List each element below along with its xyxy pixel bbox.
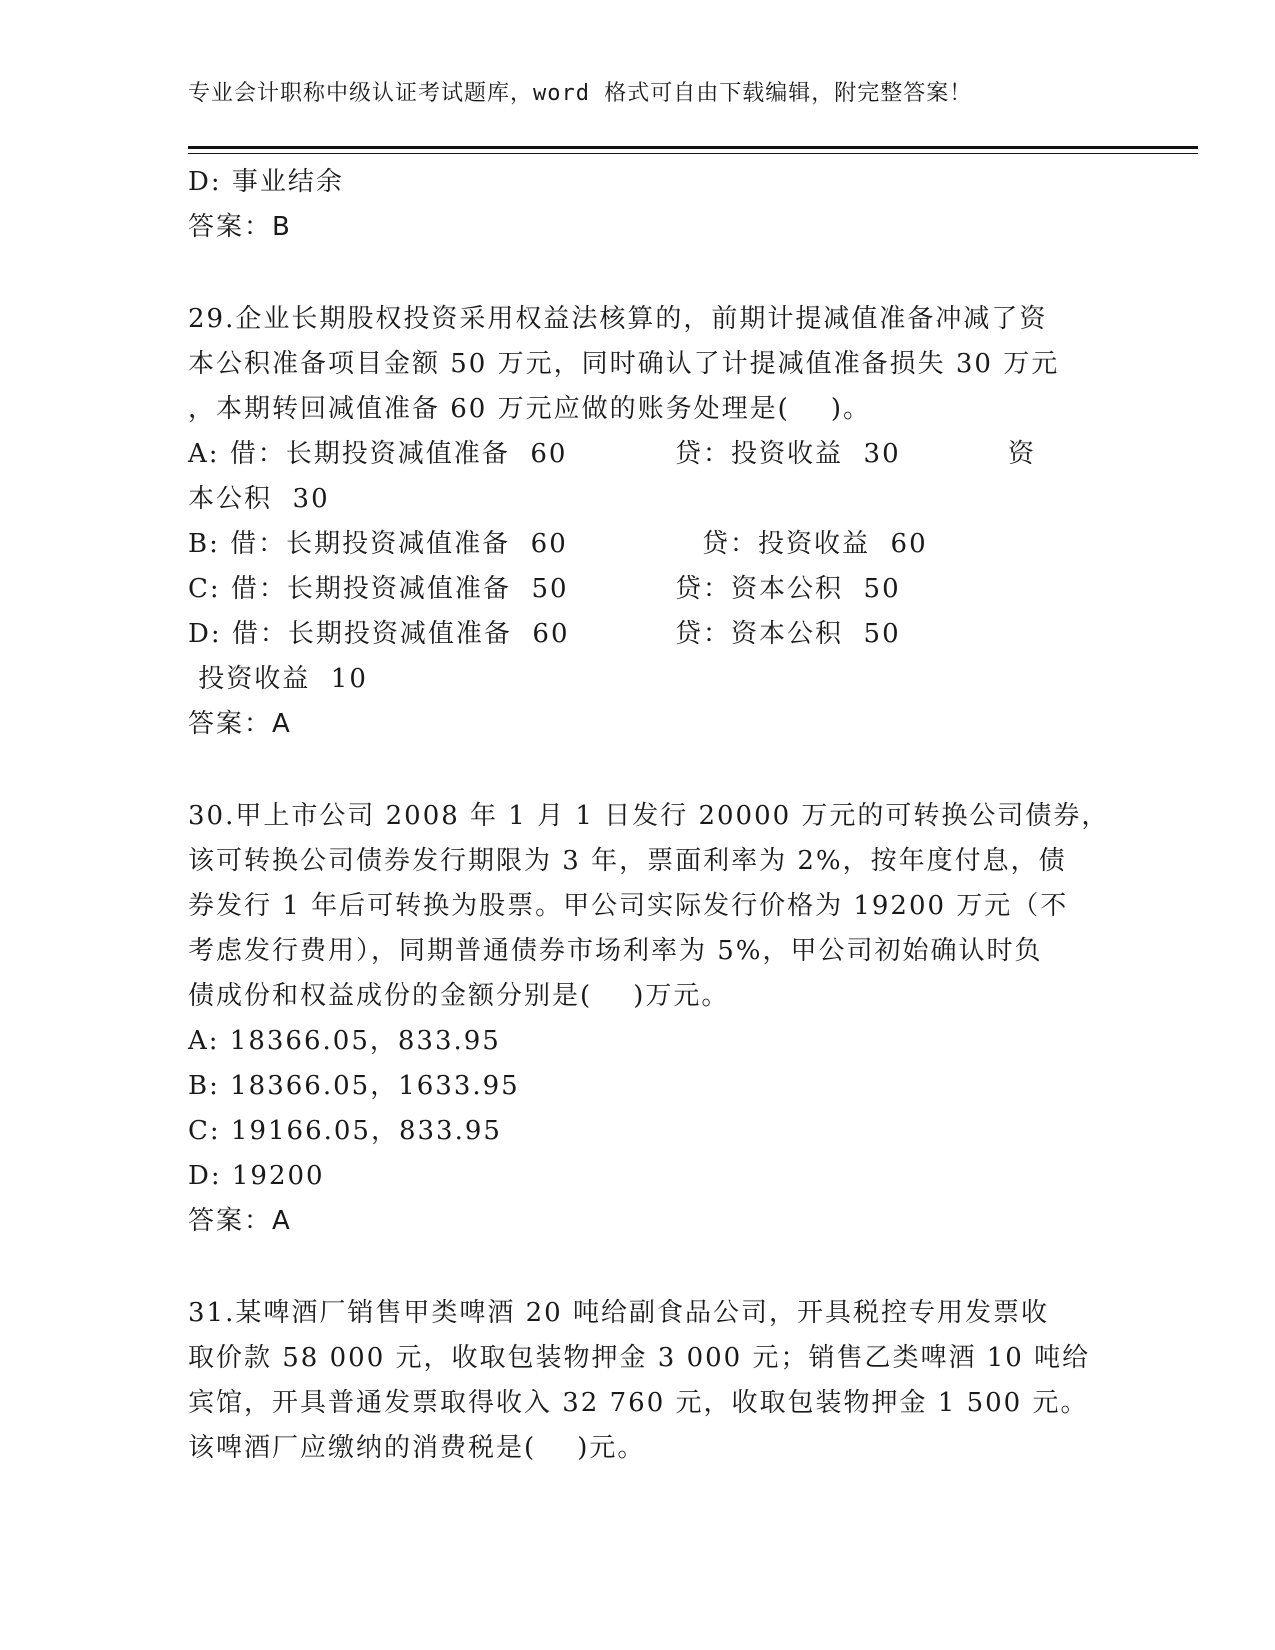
q29-option-a: [188, 432, 1088, 477]
q29-option-a-cont: 本公积 30: [188, 484, 330, 514]
spacer: [188, 250, 1088, 297]
q30-answer: 答案：A: [188, 1206, 292, 1236]
q29-option-b-credit: 贷：投资收益 60: [702, 529, 928, 559]
header-rule-thick: [188, 146, 1198, 149]
q29-option-b: [188, 522, 1088, 567]
q29-stem-line: ，本期转回减值准备 60 万元应做的账务处理是( )。: [188, 394, 871, 424]
q31-stem-line: 该啤酒厂应缴纳的消费税是( )元。: [188, 1433, 646, 1463]
question-29: [188, 297, 1088, 747]
question-30: [188, 794, 1110, 1244]
spacer: [188, 747, 1088, 794]
prev-option-d: D: 事业结余: [188, 167, 344, 197]
q31-stem-line: 宾馆，开具普通发票取得收入 32 760 元，收取包装物押金 1 500 元。: [188, 1388, 1089, 1418]
q29-option-a-credit: 贷：投资收益 30: [675, 439, 901, 469]
q30-option-d: D: 19200: [188, 1161, 325, 1191]
q29-option-d-credit: 贷：资本公积 50: [675, 619, 901, 649]
page-header: 专业会计职称中级认证考试题库，word 格式可自由下载编辑，附完整答案！: [188, 81, 973, 106]
header-rule-thin: [188, 153, 1198, 154]
q29-option-c: [188, 567, 1088, 612]
q29-option-d-debit: D: 借：长期投资减值准备 60: [188, 619, 570, 649]
q29-option-c-credit: 贷：资本公积 50: [675, 574, 901, 604]
q30-stem-line: 券发行 1 年后可转换为股票。甲公司实际发行价格为 19200 万元（不: [188, 891, 1069, 921]
q29-option-d-cont: 投资收益 10: [188, 664, 368, 694]
q29-option-a-debit: A: 借：长期投资减值准备 60: [188, 439, 568, 469]
q30-stem-line: 30.甲上市公司 2008 年 1 月 1 日发行 20000 万元的可转换公司债券，: [188, 801, 1110, 831]
q29-stem-line: 本公积准备项目金额 50 万元，同时确认了计提减值准备损失 30 万元: [188, 349, 1060, 379]
q29-option-d: [188, 612, 1088, 657]
q31-stem-line: 31.某啤酒厂销售甲类啤酒 20 吨给副食品公司，开具税控专用发票收: [188, 1298, 1049, 1328]
q30-option-b: B: 18366.05，1633.95: [188, 1071, 520, 1101]
q31-stem-line: 取价款 58 000 元，收取包装物押金 3 000 元；销售乙类啤酒 10 吨给: [188, 1343, 1091, 1373]
q29-stem-line: 29.企业长期股权投资采用权益法核算的，前期计提减值准备冲减了资: [188, 304, 1048, 334]
question-31: [188, 1291, 1091, 1471]
prev-answer: 答案：B: [188, 212, 292, 242]
q29-option-c-debit: C: 借：长期投资减值准备 50: [188, 574, 569, 604]
q30-stem-line: 考虑发行费用），同期普通债券市场利率为 5%，甲公司初始确认时负: [188, 936, 1043, 966]
q29-answer: 答案：A: [188, 709, 292, 739]
q30-option-a: A: 18366.05，833.95: [188, 1026, 501, 1056]
q30-option-c: C: 19166.05，833.95: [188, 1116, 502, 1146]
q30-stem-line: 该可转换公司债券发行期限为 3 年，票面利率为 2%，按年度付息，债: [188, 846, 1067, 876]
q30-stem-line: 债成份和权益成份的金额分别是( )万元。: [188, 981, 730, 1011]
q29-option-b-debit: B: 借：长期投资减值准备 60: [188, 529, 568, 559]
question-content: [188, 160, 1110, 1471]
spacer: [188, 1244, 1088, 1291]
q29-option-a-tail: 资: [1008, 439, 1037, 469]
